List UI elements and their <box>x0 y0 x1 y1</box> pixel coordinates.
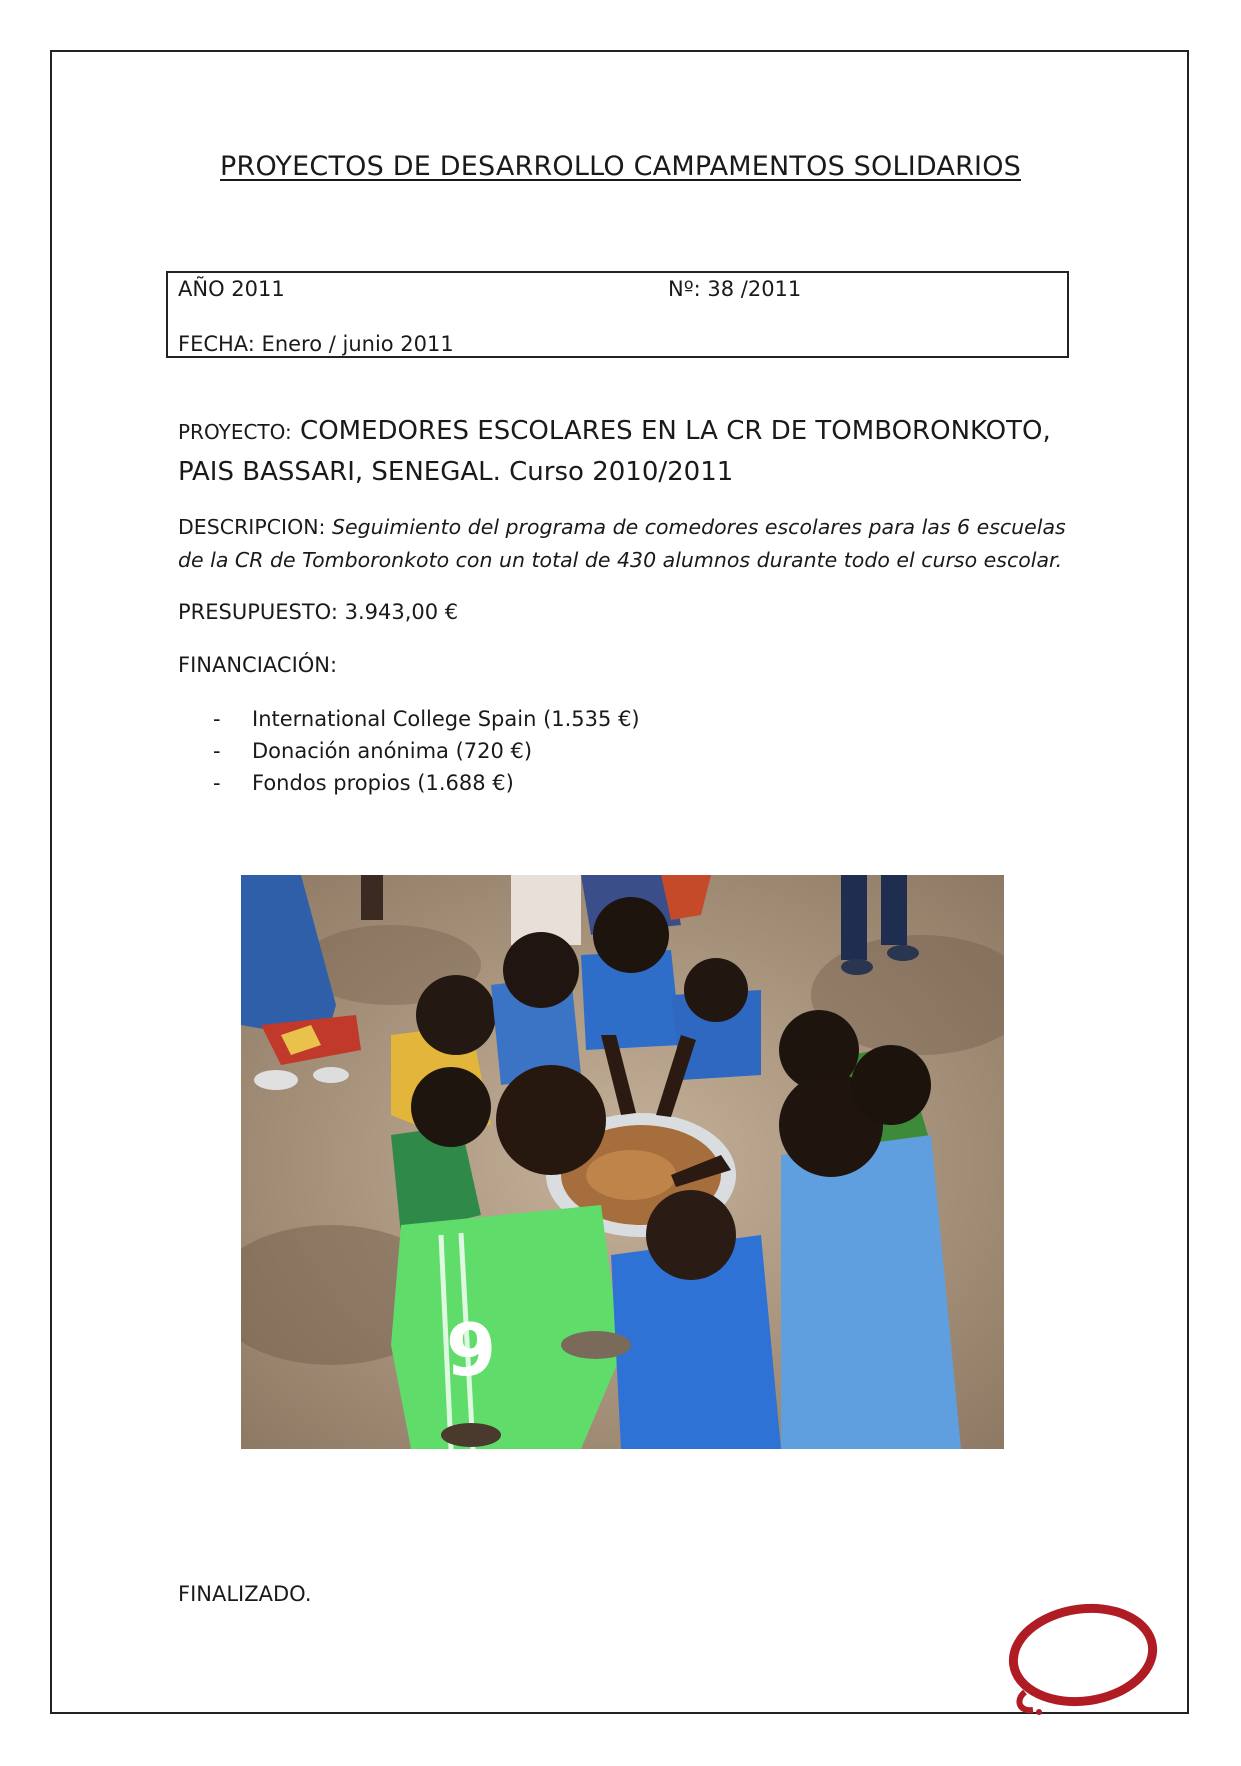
budget: PRESUPUESTO: 3.943,00 € <box>178 600 459 624</box>
project-number: Nº: 38 /2011 <box>668 277 802 301</box>
project-heading <box>178 411 1078 492</box>
bullet-dash: - <box>213 707 221 731</box>
funding-item: International College Spain (1.535 €) <box>252 707 640 731</box>
financing-label: FINANCIACIÓN: <box>178 653 338 677</box>
photo-illustration <box>241 875 1004 1449</box>
page-title: PROYECTOS DE DESARROLLO CAMPAMENTOS SOLIDARIOS <box>220 151 1021 182</box>
bullet-dash: - <box>213 739 221 763</box>
description-label: DESCRIPCION: <box>178 515 326 539</box>
project-label: PROYECTO: <box>178 420 292 444</box>
funding-list <box>213 703 640 799</box>
campamentos-solidarios-logo <box>1005 1600 1161 1716</box>
list-item <box>213 735 640 767</box>
date-field: FECHA: Enero / junio 2011 <box>178 332 454 356</box>
shirt-number: 9 <box>446 1308 497 1392</box>
list-item <box>213 703 640 735</box>
info-box <box>166 271 1069 358</box>
description-text: Seguimiento del programa de comedores escolares para las 6 escuelas de la CR de Tomboronkoto con un total de 430 alumnos durante todo el curso escolar. <box>178 515 1066 572</box>
children-eating-photo <box>241 875 1004 1449</box>
bullet-dash: - <box>213 771 221 795</box>
status-text: FINALIZADO. <box>178 1582 312 1606</box>
description-block <box>178 511 1078 577</box>
project-title-line2: PAIS BASSARI, SENEGAL. Curso 2010/2011 <box>178 457 734 487</box>
year-field: AÑO 2011 <box>178 277 285 301</box>
funding-item: Donación anónima (720 €) <box>252 739 533 763</box>
funding-item: Fondos propios (1.688 €) <box>252 771 514 795</box>
project-title-line1: COMEDORES ESCOLARES EN LA CR DE TOMBORONKOTO, <box>300 416 1051 446</box>
list-item <box>213 767 640 799</box>
